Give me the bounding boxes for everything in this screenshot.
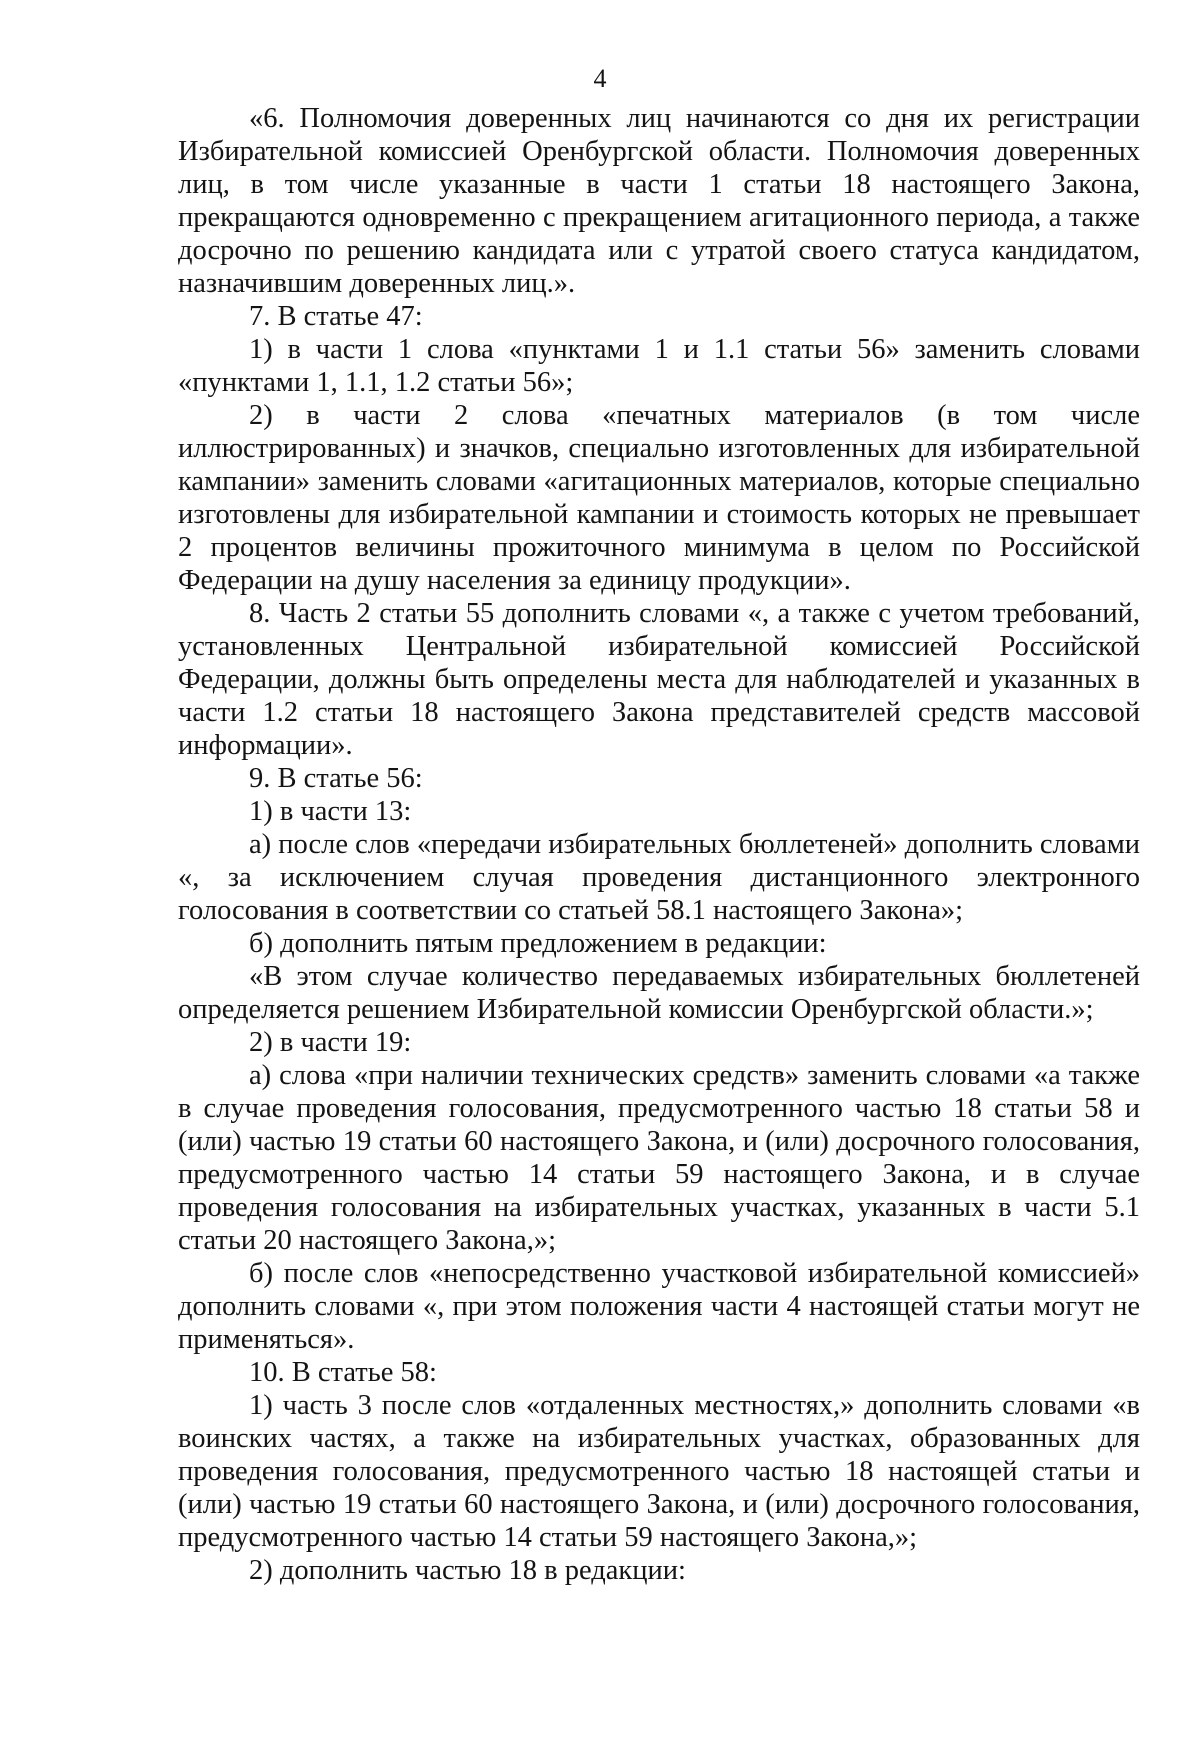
paragraph: 1) в части 13: [249,796,412,827]
paragraph: а) слова «при наличии технических средств» заменить словами «а также в случае проведения голосования, предусмотренного частью 18 статьи 58 и (или) частью 19 статьи 60 настоящего Закона, и (или) досрочного голосования, предусмотренного частью 14 статьи 59 настоящего Закона, и в случае проведения голосования на избирательных участках, указанных в части 5.1 статьи 20 настоящего Закона,»; [178,1060,1140,1256]
paragraph: 8. Часть 2 статьи 55 дополнить словами «, а также с учетом требований, установленных Центральной избирательной комиссией Российской Федерации, должны быть определены места для наблюдателей и указанных в части 1.2 статьи 18 настоящего Закона представителей средств массовой информации». [178,598,1140,761]
paragraph: 2) в части 2 слова «печатных материалов (в том числе иллюстрированных) и значков, специально изготовленных для избирательной кампании» заменить словами «агитационных материалов, которые специально изготовлены для избирательной кампании и стоимость которых не превышает 2 процентов величины прожиточного минимума в целом по Российской Федерации на душу населения за единицу продукции». [178,400,1140,596]
paragraph: а) после слов «передачи избирательных бюллетеней» дополнить словами «, за исключением случая проведения дистанционного электронного голосования в соответствии со статьей 58.1 настоящего Закона»; [178,829,1140,926]
paragraph: 7. В статье 47: [249,301,423,332]
document-body [178,102,1140,1587]
paragraph: б) дополнить пятым предложением в редакции: [249,928,827,959]
page-number: 4 [593,64,607,93]
paragraph: 9. В статье 56: [249,763,423,794]
paragraph: б) после слов «непосредственно участковой избирательной комиссией» дополнить словами «, при этом положения части 4 настоящей статьи могут не применяться». [178,1258,1140,1355]
paragraph: «В этом случае количество передаваемых избирательных бюллетеней определяется решением Избирательной комиссии Оренбургской области.»; [178,961,1140,1025]
paragraph: 1) в части 1 слова «пунктами 1 и 1.1 статьи 56» заменить словами «пунктами 1, 1.1, 1.2 статьи 56»; [178,334,1140,398]
paragraph: 2) дополнить частью 18 в редакции: [249,1555,686,1586]
paragraph: 2) в части 19: [249,1027,412,1058]
paragraph: 1) часть 3 после слов «отдаленных местностях,» дополнить словами «в воинских частях, а также на избирательных участках, образованных для проведения голосования, предусмотренного частью 18 настоящей статьи и (или) частью 19 статьи 60 настоящего Закона, и (или) досрочного голосования, предусмотренного частью 14 статьи 59 настоящего Закона,»; [178,1390,1140,1553]
paragraph: «6. Полномочия доверенных лиц начинаются со дня их регистрации Избирательной комиссией Оренбургской области. Полномочия доверенных лиц, в том числе указанные в части 1 статьи 18 настоящего Закона, прекращаются одновременно с прекращением агитационного периода, а также досрочно по решению кандидата или с утратой своего статуса кандидатом, назначившим доверенных лиц.». [178,103,1140,299]
paragraph: 10. В статье 58: [249,1357,437,1388]
